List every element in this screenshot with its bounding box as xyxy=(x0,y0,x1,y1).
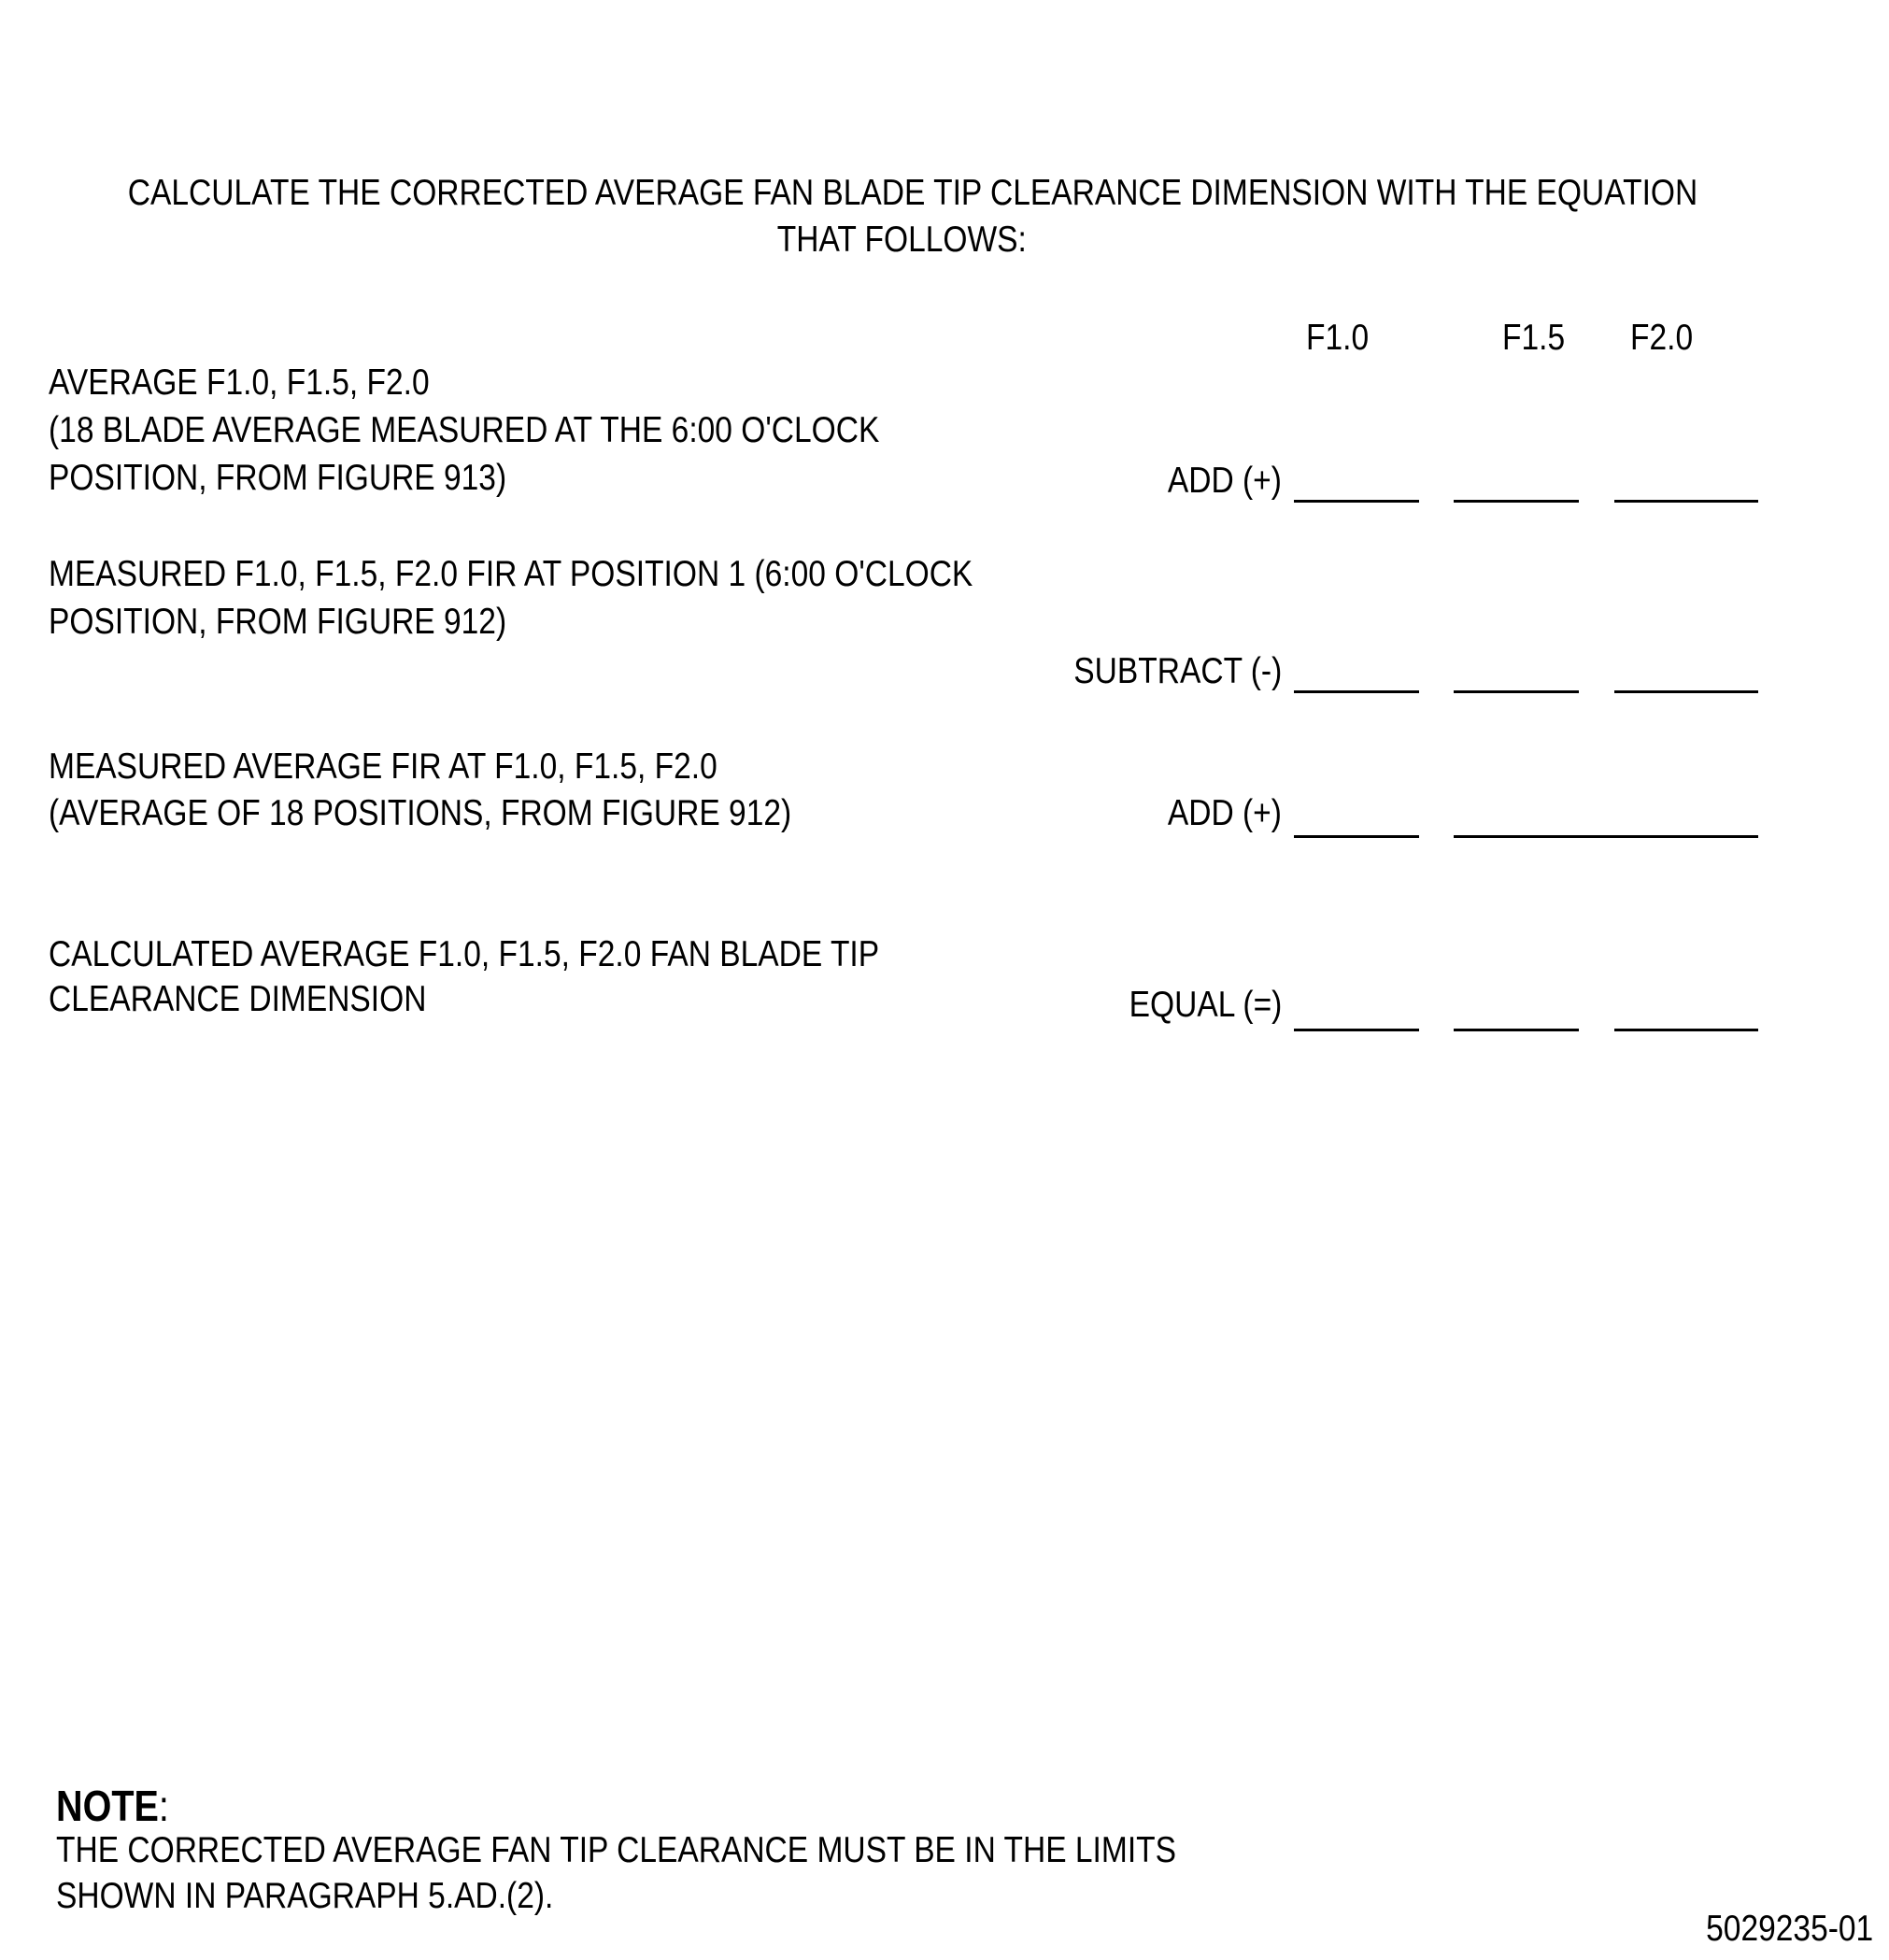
row-1-line-3: POSITION, FROM FIGURE 913) xyxy=(49,458,507,498)
note-title xyxy=(56,1780,169,1832)
row-2-line-1: MEASURED F1.0, F1.5, F2.0 FIR AT POSITION 1 (6:00 O'CLOCK xyxy=(49,554,973,594)
row-3-blank-f1-5-f2-0[interactable] xyxy=(1454,835,1758,838)
note-title-text: NOTE xyxy=(56,1782,159,1830)
row-2-operation: SUBTRACT (-) xyxy=(1073,651,1282,691)
row-2-blank-f1-5[interactable] xyxy=(1454,690,1579,693)
row-2-blank-f2-0[interactable] xyxy=(1614,690,1758,693)
row-2-blank-f1-0[interactable] xyxy=(1294,690,1419,693)
row-4-line-2: CLEARANCE DIMENSION xyxy=(49,979,427,1019)
row-1-operation: ADD (+) xyxy=(1167,461,1282,501)
note-title-colon: : xyxy=(158,1782,169,1830)
note-line-1: THE CORRECTED AVERAGE FAN TIP CLEARANCE MUST BE IN THE LIMITS xyxy=(56,1830,1177,1870)
row-1-blank-f2-0[interactable] xyxy=(1614,500,1758,503)
row-1-line-1: AVERAGE F1.0, F1.5, F2.0 xyxy=(49,362,430,403)
heading-line-2: THAT FOLLOWS: xyxy=(776,220,1027,260)
row-1-blank-f1-0[interactable] xyxy=(1294,500,1419,503)
figure-id: 5029235-01 xyxy=(1705,1909,1873,1949)
column-header-f1-5: F1.5 xyxy=(1502,318,1566,358)
row-4-blank-f1-0[interactable] xyxy=(1294,1029,1419,1031)
row-3-operation: ADD (+) xyxy=(1167,793,1282,833)
column-header-f1-0: F1.0 xyxy=(1306,318,1370,358)
row-4-blank-f2-0[interactable] xyxy=(1614,1029,1758,1031)
row-1-blank-f1-5[interactable] xyxy=(1454,500,1579,503)
row-4-operation: EQUAL (=) xyxy=(1129,985,1282,1025)
row-2-line-2: POSITION, FROM FIGURE 912) xyxy=(49,602,507,642)
row-1-line-2: (18 BLADE AVERAGE MEASURED AT THE 6:00 O'CLOCK xyxy=(49,410,880,450)
row-3-line-2: (AVERAGE OF 18 POSITIONS, FROM FIGURE 912) xyxy=(49,793,792,833)
heading-line-1: CALCULATE THE CORRECTED AVERAGE FAN BLADE TIP CLEARANCE DIMENSION WITH THE EQUATION xyxy=(127,173,1698,213)
note-line-2: SHOWN IN PARAGRAPH 5.AD.(2). xyxy=(56,1876,554,1916)
row-3-blank-f1-0[interactable] xyxy=(1294,835,1419,838)
row-4-blank-f1-5[interactable] xyxy=(1454,1029,1579,1031)
row-3-line-1: MEASURED AVERAGE FIR AT F1.0, F1.5, F2.0 xyxy=(49,746,717,787)
column-header-f2-0: F2.0 xyxy=(1630,318,1694,358)
row-4-line-1: CALCULATED AVERAGE F1.0, F1.5, F2.0 FAN BLADE TIP xyxy=(49,934,880,974)
